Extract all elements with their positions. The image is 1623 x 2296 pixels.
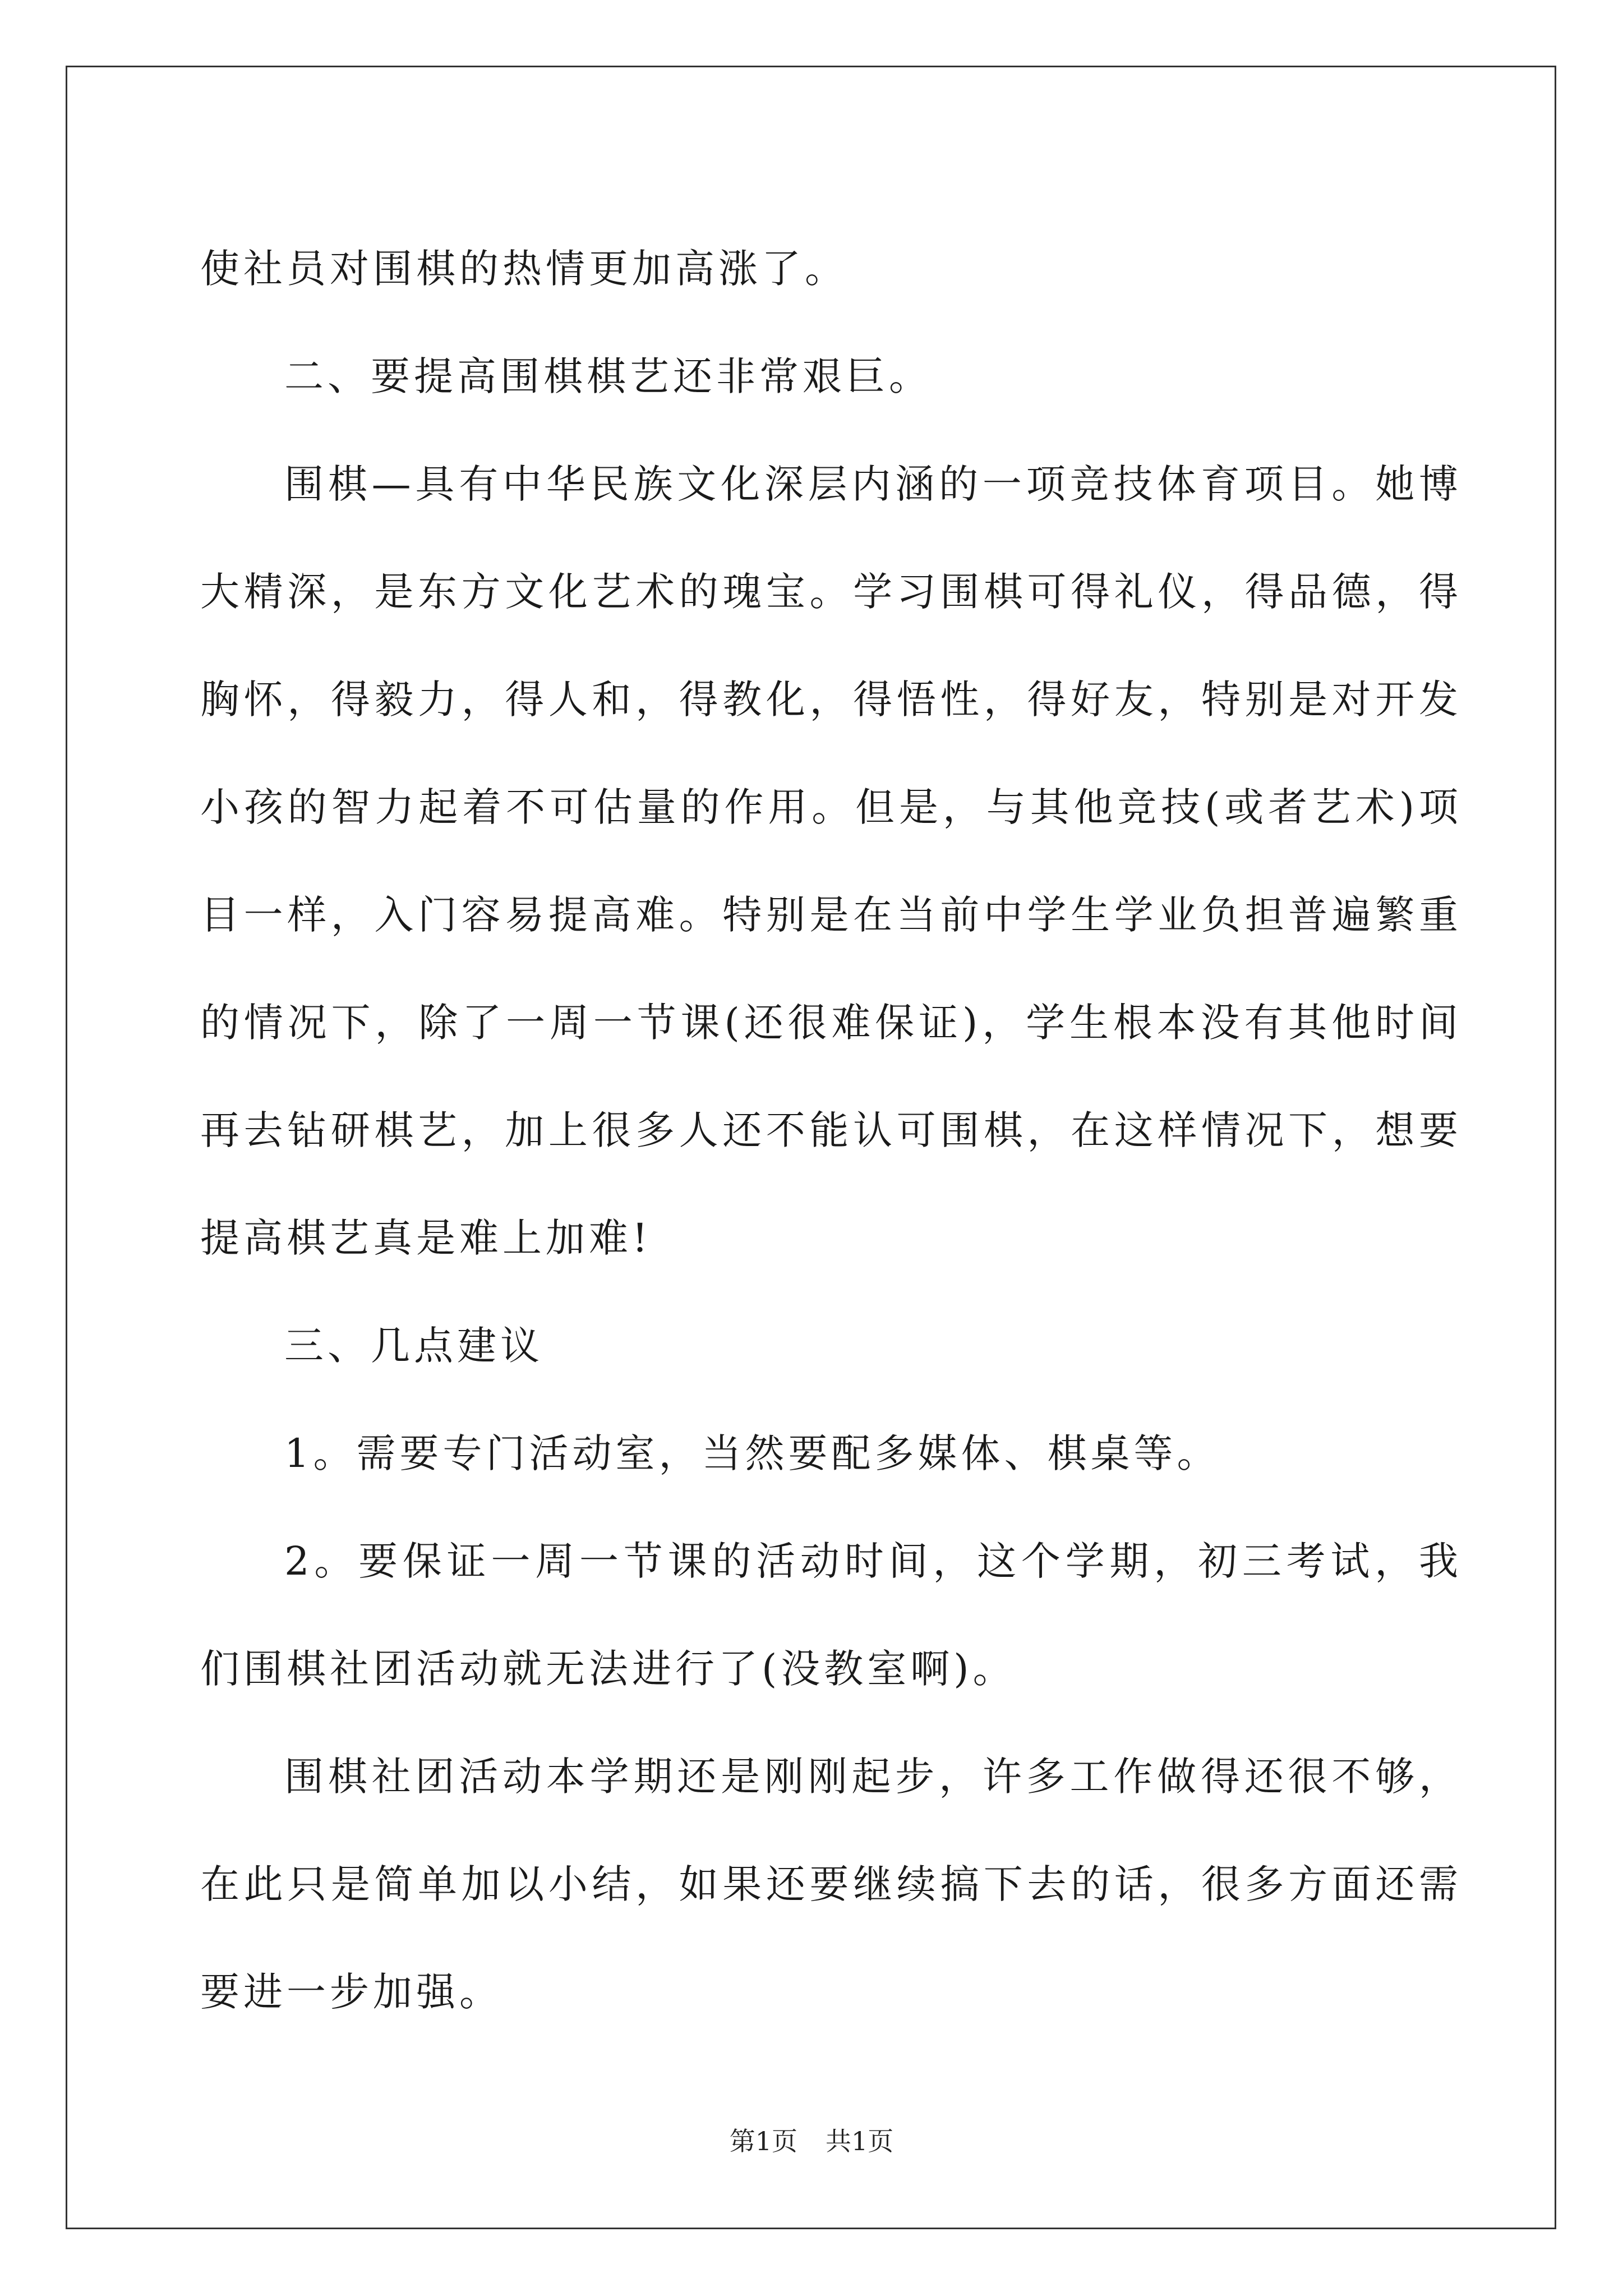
- suggestion-item-1: 1。需要专门活动室，当然要配多媒体、棋桌等。: [284, 1430, 1220, 1476]
- page-number: 第1页: [729, 2126, 797, 2156]
- page-footer: [0, 2124, 1623, 2158]
- section-heading-3: 三、几点建议: [284, 1323, 543, 1369]
- document-body: [200, 215, 1462, 2046]
- section-heading-2: 二、要提高围棋棋艺还非常艰巨。: [284, 353, 932, 399]
- paragraph-conclusion: 围棋社团活动本学期还是刚刚起步，许多工作做得还很不够，在此只是简单加以小结，如果还要继续搞下去的话，很多方面还需要进一步加强。: [200, 1754, 1462, 2015]
- paragraph-weiqi-intro: 围棋—具有中华民族文化深层内涵的一项竞技体育项目。她博大精深，是东方文化艺术的瑰宝。学习围棋可得礼仪，得品德，得胸怀，得毅力，得人和，得教化，得悟性，得好友，特别是对开发小孩的智力起着不可估量的作用。但是，与其他竞技(或者艺术)项目一样，入门容易提高难。特别是在当前中学生学业负担普遍繁重的情况下，除了一周一节课(还很难保证)，学生根本没有其他时间再去钻研棋艺，加上很多人还不能认可围棋，在这样情况下，想要提高棋艺真是难上加难!: [200, 461, 1462, 1261]
- suggestion-item-2: 2。要保证一周一节课的活动时间，这个学期，初三考试，我们围棋社团活动就无法进行了(没教室啊)。: [200, 1538, 1462, 1692]
- paragraph-continuation: 使社员对围棋的热情更加高涨了。: [200, 246, 848, 292]
- page-total: 共1页: [826, 2126, 894, 2156]
